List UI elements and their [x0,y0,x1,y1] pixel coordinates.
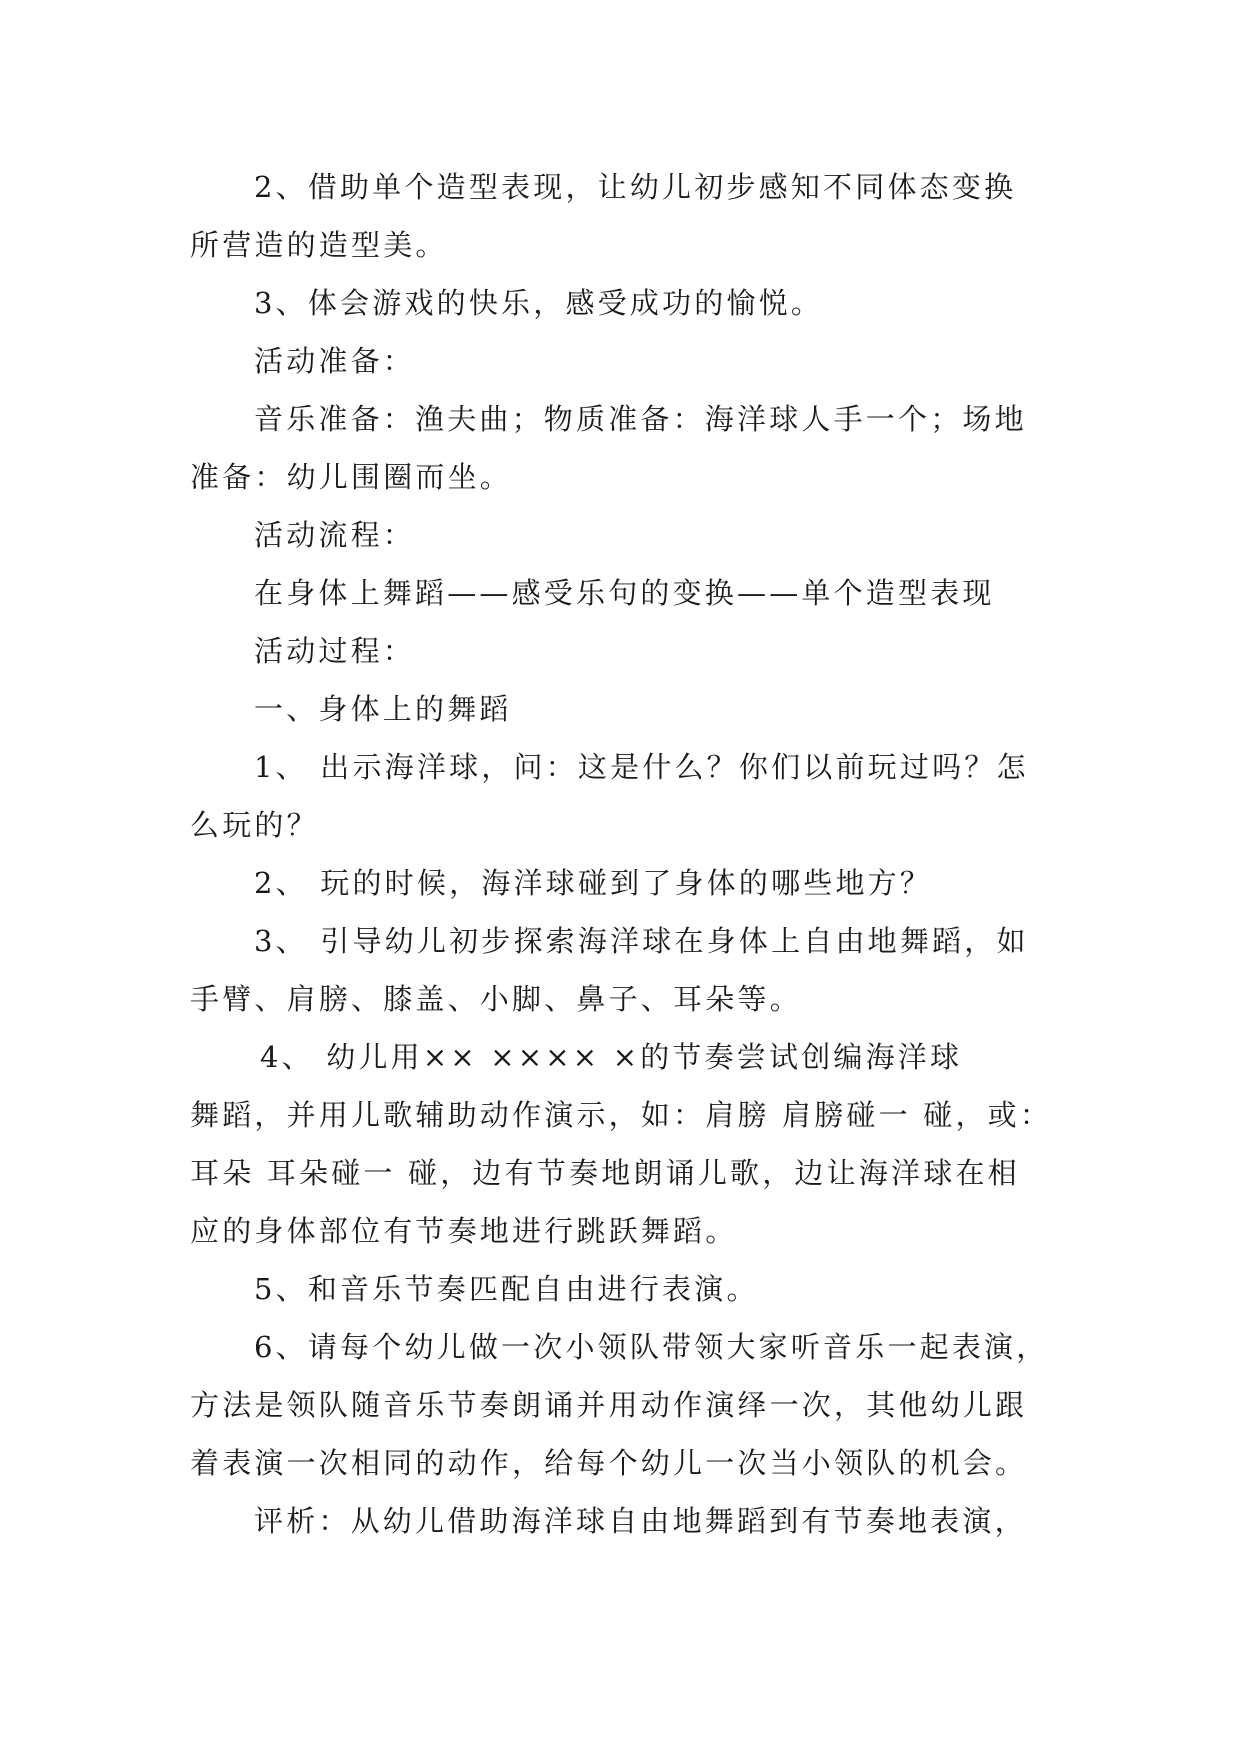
section-heading: 活动过程： [254,634,416,668]
text-line: 3、 引导幼儿初步探索海洋球在身体上自由地舞蹈，如 [254,924,1029,958]
text-line: 2、 玩的时候，海洋球碰到了身体的哪些地方？ [254,866,933,900]
text-line: 6、请每个幼儿做一次小领队带领大家听音乐一起表演， [254,1330,1049,1364]
text-line: 所营造的造型美。 [190,228,448,262]
text-line: 评析：从幼儿借助海洋球自由地舞蹈到有节奏地表演， [254,1504,1027,1538]
text-line: 4、 幼儿用×× ×××× ×的节奏尝试创编海洋球 [260,1040,963,1074]
text-line: 在身体上舞蹈——感受乐句的变换——单个造型表现 [254,576,995,610]
section-heading: 活动流程： [254,518,416,552]
text-line: 手臂、肩膀、膝盖、小脚、鼻子、耳朵等。 [190,982,802,1016]
text-line: 2、借助单个造型表现，让幼儿初步感知不同体态变换 [254,170,1017,204]
text-line: 音乐准备：渔夫曲；物质准备：海洋球人手一个；场地 [254,402,1027,436]
text-line: 舞蹈，并用儿歌辅助动作演示，如：肩膀 肩膀碰一 碰，或： [190,1098,1053,1132]
text-line: 5、和音乐节奏匹配自由进行表演。 [254,1272,759,1306]
section-heading: 活动准备： [254,344,416,378]
text-line: 着表演一次相同的动作，给每个幼儿一次当小领队的机会。 [190,1446,1028,1480]
section-heading: 一、身体上的舞蹈 [254,692,512,726]
text-line: 1、 出示海洋球，问：这是什么？你们以前玩过吗？怎 [254,750,1029,784]
text-line: 方法是领队随音乐节奏朗诵并用动作演绎一次，其他幼儿跟 [190,1388,1028,1422]
text-line: 应的身体部位有节奏地进行跳跃舞蹈。 [190,1214,738,1248]
text-line: 准备：幼儿围圈而坐。 [190,460,513,494]
document-body [190,158,1053,1550]
text-line: 么玩的？ [190,808,319,842]
text-line: 耳朵 耳朵碰一 碰，边有节奏地朗诵儿歌，边让海洋球在相 [190,1156,1020,1190]
text-line: 3、体会游戏的快乐，感受成功的愉悦。 [254,286,824,320]
